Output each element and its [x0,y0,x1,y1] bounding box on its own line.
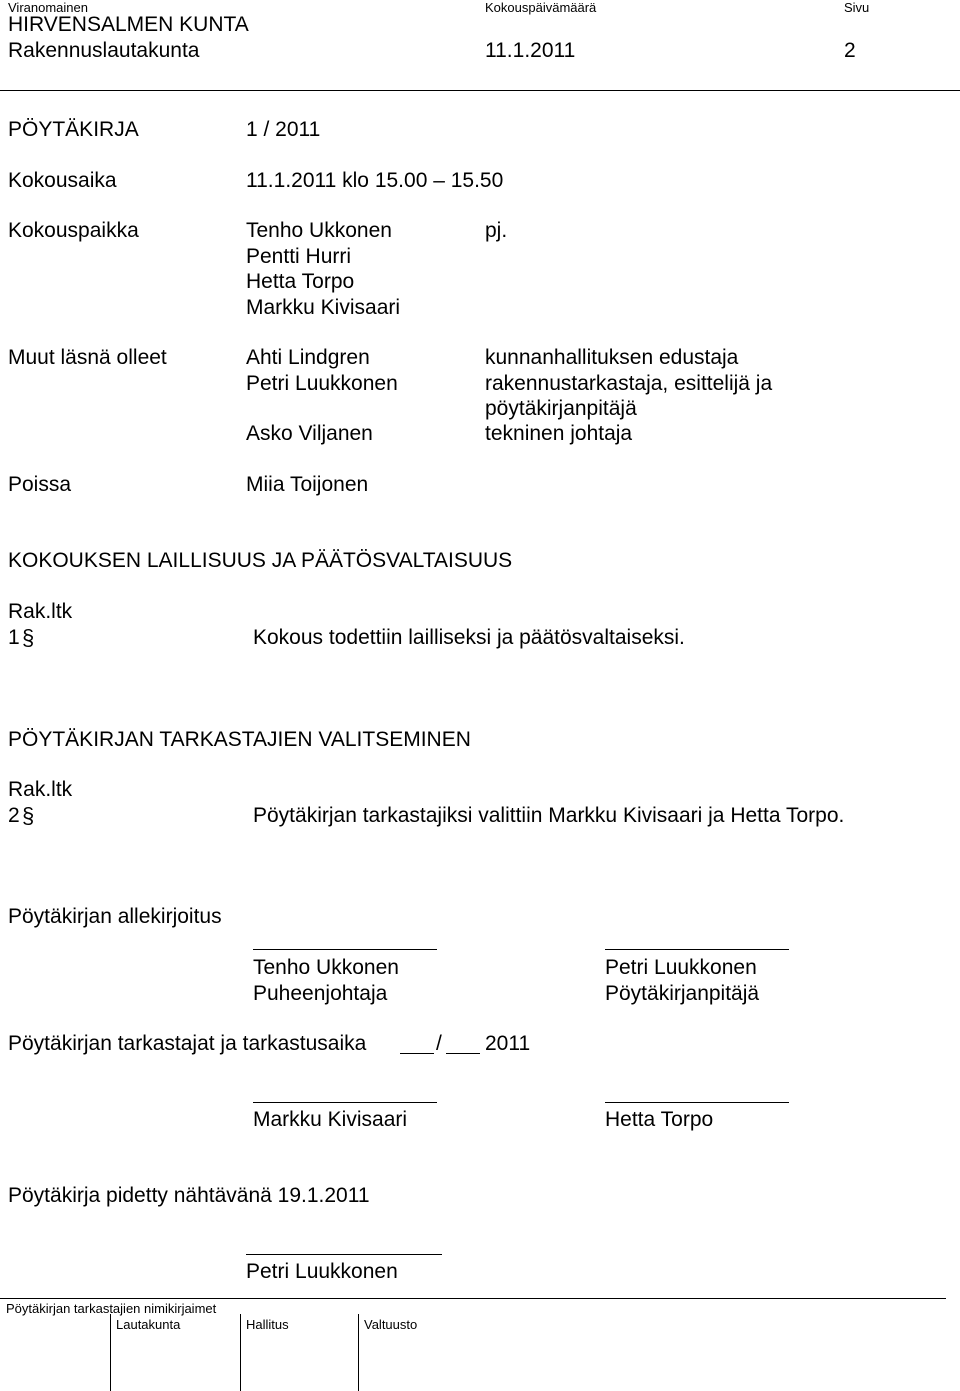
section2-number: 2 [8,804,20,827]
member-name: Tenho Ukkonen [246,219,392,242]
member-name: Markku Kivisaari [246,296,401,319]
reviewer2-name: Hetta Torpo [605,1108,714,1131]
section1-text: Kokous todettiin lailliseksi ja päätösvaltaiseksi. [253,626,685,649]
attendee-role: rakennustarkastaja, esittelijä ja [485,372,773,395]
minutes-number: 1 / 2011 [246,118,321,141]
section2-heading: PÖYTÄKIRJAN TARKASTAJIEN VALITSEMINEN [8,728,471,751]
footer-column-divider [110,1314,111,1391]
footer-column-divider [358,1314,359,1391]
page-number: 2 [844,39,856,62]
footer-label: Pöytäkirjan tarkastajien nimikirjaimet [6,1301,217,1316]
meeting-place-label: Kokouspaikka [8,219,139,242]
chair-signature-line [253,949,437,950]
reviewer1-name: Markku Kivisaari [253,1108,408,1131]
meeting-time-label: Kokousaika [8,169,117,192]
minutes-label: PÖYTÄKIRJA [8,118,139,141]
secretary-name: Petri Luukkonen [605,956,757,979]
attendee-role: tekninen johtaja [485,422,633,445]
display-signer: Petri Luukkonen [246,1260,398,1283]
chair-title: Puheenjohtaja [253,982,388,1005]
authority-name: HIRVENSALMEN KUNTA [8,13,249,36]
review-month-blank [446,1053,480,1054]
footer-col-council: Valtuusto [364,1317,418,1332]
section1-heading: KOKOUKSEN LAILLISUUS JA PÄÄTÖSVALTAISUUS [8,549,513,572]
footer-column-divider [240,1314,241,1391]
attendee-role: pöytäkirjanpitäjä [485,397,637,420]
paragraph-symbol: § [22,625,35,650]
review-slash: / [436,1032,442,1055]
secretary-title: Pöytäkirjanpitäjä [605,982,760,1005]
others-present-label: Muut läsnä olleet [8,346,167,369]
member-name: Pentti Hurri [246,245,352,268]
secretary-signature-line [605,949,789,950]
member-name: Hetta Torpo [246,270,355,293]
header-page-label: Sivu [844,0,870,15]
review-day-blank [400,1053,434,1054]
section2-board-label: Rak.ltk [8,778,73,801]
header-authority-label: Viranomainen [8,0,88,15]
chair-name: Tenho Ukkonen [253,956,399,979]
display-signature-line [246,1254,442,1255]
absent-name: Miia Toijonen [246,473,369,496]
attendee-name: Ahti Lindgren [246,346,370,369]
attendee-name: Petri Luukkonen [246,372,398,395]
attendee-name: Asko Viljanen [246,422,373,445]
chair-role: pj. [485,219,508,242]
footer-divider [0,1298,946,1299]
review-label: Pöytäkirjan tarkastajat ja tarkastusaika [8,1032,367,1055]
section1-number: 1 [8,626,20,649]
attendee-role: kunnanhallituksen edustaja [485,346,739,369]
reviewer1-signature-line [253,1102,437,1103]
footer-col-government: Hallitus [246,1317,289,1332]
absent-label: Poissa [8,473,72,496]
meeting-time-value: 11.1.2011 klo 15.00 – 15.50 [246,169,504,192]
review-year: 2011 [485,1032,531,1055]
meeting-date: 11.1.2011 [485,39,576,62]
section2-text: Pöytäkirjan tarkastajiksi valittiin Markku Kivisaari ja Hetta Torpo. [253,804,845,827]
section1-board-label: Rak.ltk [8,600,73,623]
footer-col-board: Lautakunta [116,1317,181,1332]
authority-unit: Rakennuslautakunta [8,39,200,62]
paragraph-symbol: § [22,803,35,828]
header-divider [0,90,960,91]
display-text: Pöytäkirja pidetty nähtävänä 19.1.2011 [8,1184,370,1207]
reviewer2-signature-line [605,1102,789,1103]
header-date-label: Kokouspäivämäärä [485,0,597,15]
signatures-label: Pöytäkirjan allekirjoitus [8,905,222,928]
